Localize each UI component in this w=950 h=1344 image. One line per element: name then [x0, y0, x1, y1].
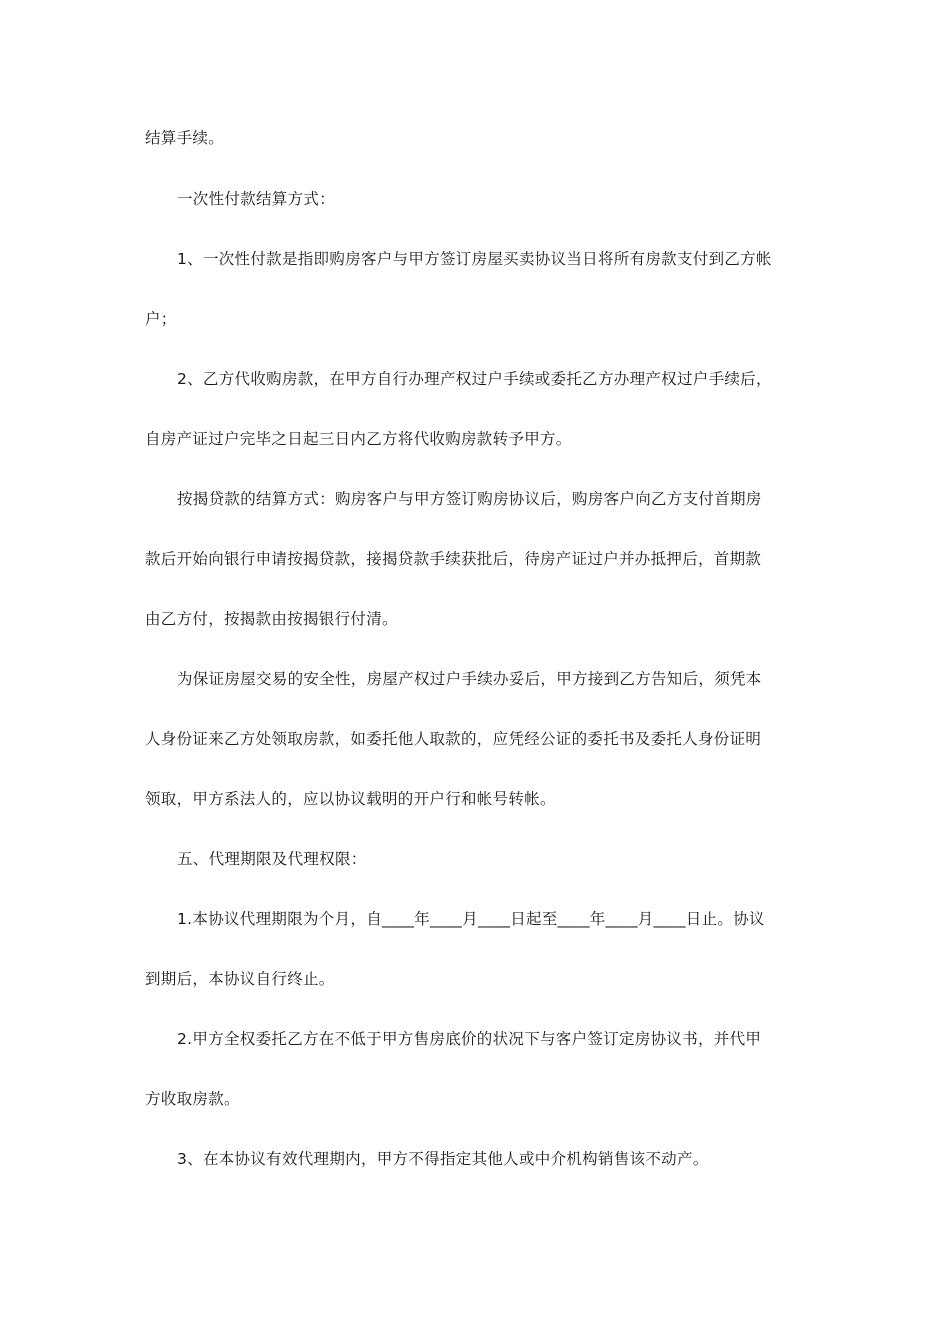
text-line: 款后开始向银行申请按揭贷款，接揭贷款手续获批后，待房产证过户并办抵押后，首期款: [145, 550, 762, 568]
text-line: 一次性付款结算方式：: [177, 190, 336, 208]
text-line: 户；: [145, 310, 177, 328]
text-line: 结算手续。: [145, 129, 225, 147]
section-heading: 五、代理期限及代理权限：: [177, 850, 367, 868]
text-line: 1.本协议代理期限为个月，自____年____月____日起至____年____月____日止。协议: [177, 910, 765, 928]
text-line: 方收取房款。: [145, 1090, 240, 1108]
text-line: 2、乙方代收购房款，在甲方自行办理产权过户手续或委托乙方办理产权过户手续后，: [177, 370, 772, 388]
text-line: 自房产证过户完毕之日起三日内乙方将代收购房款转予甲方。: [145, 430, 572, 448]
text-line: 到期后，本协议自行终止。: [145, 970, 335, 988]
text-line: 3、在本协议有效代理期内，甲方不得指定其他人或中介机构销售该不动产。: [177, 1150, 709, 1168]
text-line: 按揭贷款的结算方式：购房客户与甲方签订购房协议后，购房客户向乙方支付首期房: [177, 490, 762, 508]
text-line: 1、一次性付款是指即购房客户与甲方签订房屋买卖协议当日将所有房款支付到乙方帐: [177, 250, 772, 268]
text-line: 领取，甲方系法人的，应以协议载明的开户行和帐号转帐。: [145, 790, 556, 808]
text-line: 2.甲方全权委托乙方在不低于甲方售房底价的状况下与客户签订定房协议书，并代甲: [177, 1030, 762, 1048]
text-line: 为保证房屋交易的安全性，房屋产权过户手续办妥后，甲方接到乙方告知后，须凭本: [177, 670, 762, 688]
text-line: 由乙方付，按揭款由按揭银行付清。: [145, 610, 398, 628]
text-line: 人身份证来乙方处领取房款，如委托他人取款的，应凭经公证的委托书及委托人身份证明: [145, 730, 762, 748]
